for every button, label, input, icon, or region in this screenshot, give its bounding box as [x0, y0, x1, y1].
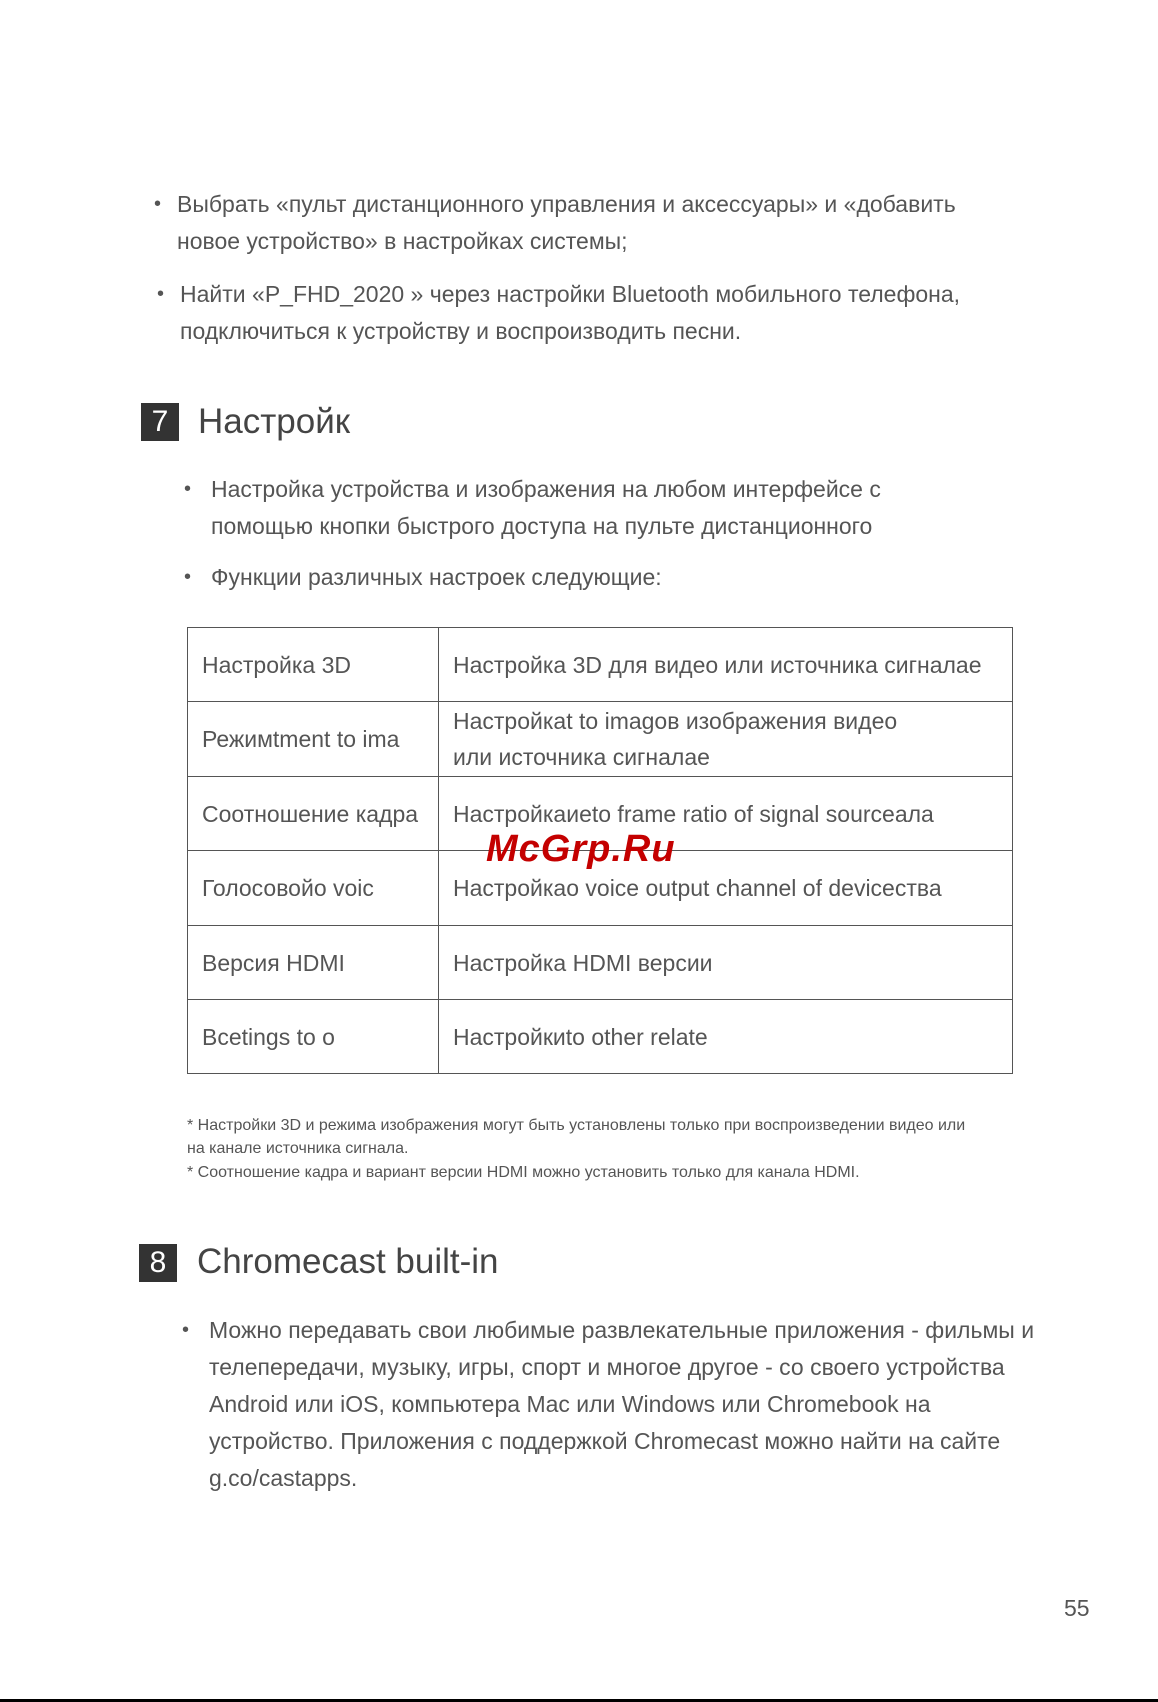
- table-note-1: * Настройки 3D и режима изображения могут быть установлены только при воспроизведении видео или: [187, 1117, 966, 1134]
- intro-bullet-2-line2: подключиться к устройству и воспроизводить песни.: [180, 318, 742, 344]
- table-row: [188, 702, 1013, 777]
- bullet-dot: •: [184, 478, 192, 500]
- section-8-title: Chromecast built-in: [197, 1242, 499, 1281]
- table-note-2: на канале источника сигнала.: [187, 1140, 409, 1157]
- section-7-bullet-1-line1: Настройка устройства и изображения на любом интерфейсе с: [211, 476, 881, 502]
- intro-bullet-2-line1: Найти «P_FHD_2020 » через настройки Bluetooth мобильного телефона,: [180, 281, 961, 307]
- section-7-number: 7: [141, 403, 179, 441]
- setting-description-line1: Настройкаo voice output channel of deviceства: [453, 875, 942, 901]
- setting-name: Bcetings to o: [188, 1000, 439, 1074]
- setting-description: [439, 926, 1013, 1000]
- bullet-dot: •: [154, 193, 162, 215]
- section-8-line-5: g.co/castapps.: [209, 1465, 358, 1491]
- setting-description-line1: Настройка 3D для видео или источника сигналае: [453, 651, 982, 678]
- section-8-line-4: устройство. Приложения с поддержкой Chromecast можно найти на сайте: [209, 1428, 1001, 1454]
- setting-description-line1: Настройка HDMI версии: [453, 949, 713, 976]
- table-row: [188, 628, 1013, 702]
- section-8-number: 8: [139, 1244, 177, 1282]
- setting-description-line1: Настройкиto other relate: [453, 1023, 708, 1050]
- setting-name: Соотношение кадра: [188, 777, 439, 851]
- section-8-line-3: Android или iOS, компьютера Mac или Windows или Chromebook на: [209, 1391, 931, 1417]
- setting-name: Версия HDMI: [188, 926, 439, 1000]
- section-7-bullet-1-line2: помощью кнопки быстрого доступа на пульте дистанционного: [211, 513, 873, 539]
- intro-bullet-1-line1: Выбрать «пульт дистанционного управления и аксессуары» и «добавить: [177, 191, 956, 217]
- setting-name: Режимtment to ima: [188, 702, 439, 777]
- setting-name: Настройка 3D: [188, 628, 439, 702]
- section-7-title: Настройк: [198, 402, 351, 441]
- setting-description-line2: или источника сигналае: [453, 744, 710, 770]
- watermark: McGrp.Ru: [486, 828, 676, 870]
- table-row: [188, 926, 1013, 1000]
- setting-description: [439, 1000, 1013, 1074]
- page-number: 55: [1064, 1595, 1090, 1621]
- section-8-line-1: Можно передавать свои любимые развлекательные приложения - фильмы и: [209, 1317, 1035, 1343]
- section-7-bullet-2-line1: Функции различных настроек следующие:: [211, 564, 662, 590]
- bullet-dot: •: [182, 1319, 190, 1341]
- intro-bullet-1-line2: новое устройство» в настройках системы;: [177, 228, 628, 254]
- setting-description-line1: Настройкаt to imagов изображения видео: [453, 708, 898, 734]
- bullet-dot: •: [157, 283, 165, 305]
- table-note-3: * Соотношение кадра и вариант версии HDMI можно установить только для канала HDMI.: [187, 1164, 860, 1181]
- setting-description-line1: Настройкаиeto frame ratio of signal sourceала: [453, 800, 934, 827]
- setting-description: [439, 702, 1013, 777]
- setting-description: [439, 628, 1013, 702]
- section-8-line-2: телепередачи, музыку, игры, спорт и многое другое - со своего устройства: [209, 1354, 1005, 1380]
- setting-name: Голосовойo voic: [188, 851, 439, 926]
- bullet-dot: •: [184, 566, 192, 588]
- table-row: [188, 1000, 1013, 1074]
